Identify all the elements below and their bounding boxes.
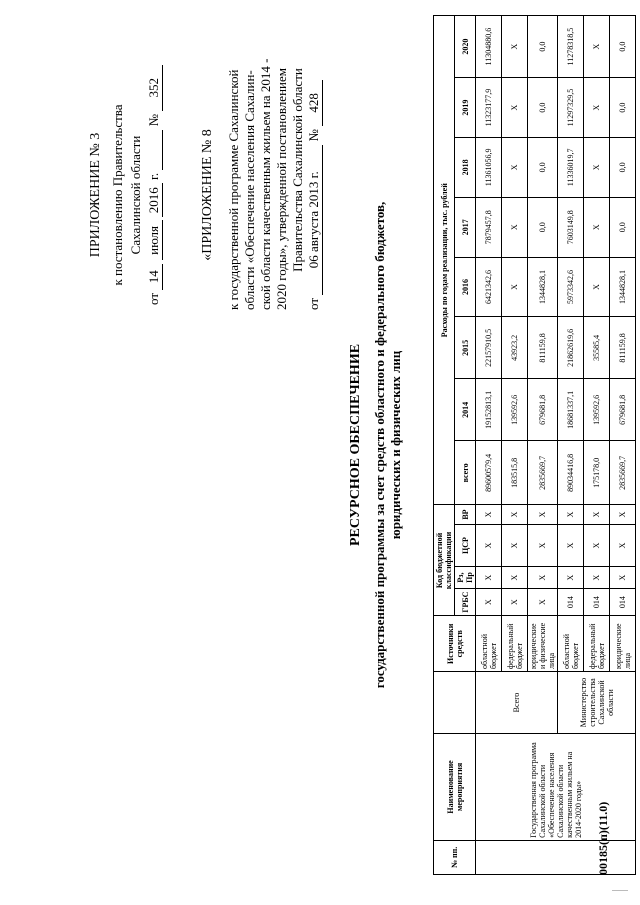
annex3-month: июля (146, 220, 163, 260)
annex8-line5: Правительства Сахалинской области (290, 68, 305, 272)
scan-edge-mark (612, 890, 628, 891)
value-cell: 7603149,8 (558, 197, 584, 257)
vr-cell: Х (502, 505, 528, 524)
annex3-date-line (146, 5, 163, 305)
executor-cell: Всего (476, 672, 558, 734)
header-year-2016: 2016 (455, 257, 476, 317)
value-cell: 811159,8 (528, 317, 558, 379)
value-cell: Х (502, 257, 528, 317)
value-cell: 2835669,7 (528, 441, 558, 505)
value-cell: Х (584, 16, 610, 78)
heading-subtitle-2: юридических и физических лиц (388, 350, 403, 540)
grbs-cell: 014 (584, 588, 610, 616)
header-grbs: ГРБС (455, 588, 476, 616)
value-cell: Х (502, 137, 528, 197)
source-cell: областной бюджет (558, 616, 584, 672)
value-cell: 11323177,9 (476, 78, 502, 138)
heading-subtitle: государственной программы за счет средств областного и федерального бюджетов, (372, 201, 387, 689)
value-cell: 0,0 (610, 78, 636, 138)
annex8-line2: области «Обеспечение населения Сахалин- (242, 70, 257, 310)
grbs-cell: Х (528, 588, 558, 616)
rz-cell: Х (528, 567, 558, 588)
value-cell: Х (584, 257, 610, 317)
csr-cell: Х (584, 524, 610, 567)
annex3-title: ПРИЛОЖЕНИЕ № 3 (88, 132, 103, 258)
vr-cell: Х (528, 505, 558, 524)
vr-cell: Х (558, 505, 584, 524)
executor-cell: Министерство строительства Сахалинской области (558, 672, 636, 734)
annex3-number: 352 (146, 65, 163, 111)
value-cell: 811159,8 (610, 317, 636, 379)
value-cell: 679681,8 (610, 379, 636, 441)
source-cell: юридические и физические лица (528, 616, 558, 672)
value-cell: 0,0 (610, 137, 636, 197)
grbs-cell: Х (502, 588, 528, 616)
number-label: № (146, 113, 161, 127)
value-cell: 679681,8 (528, 379, 558, 441)
value-cell: 0,0 (610, 16, 636, 78)
source-cell: федеральный бюджет (502, 616, 528, 672)
vr-cell: Х (584, 505, 610, 524)
from-label: от (146, 292, 161, 305)
from-label: от (306, 297, 321, 310)
annex8-line3: ской области качественным жильем на 2014 - (258, 58, 273, 310)
number-label: № (306, 129, 321, 142)
header-row-1 (434, 16, 455, 875)
row-num-cell (476, 840, 636, 874)
csr-cell: Х (502, 524, 528, 567)
value-cell: Х (584, 78, 610, 138)
value-cell: 22157910,5 (476, 317, 502, 379)
source-cell: областной бюджет (476, 616, 502, 672)
rz-cell: Х (558, 567, 584, 588)
annex8-block (200, 10, 323, 310)
vr-cell: Х (476, 505, 502, 524)
value-cell: 1344828,1 (610, 257, 636, 317)
header-vr: ВР (455, 505, 476, 524)
header-name: Наименование мероприятия (434, 734, 476, 841)
value-cell: 175178,0 (584, 441, 610, 505)
csr-cell: Х (528, 524, 558, 567)
header-expenses: Расходы по годам реализации, тыс. рублей (434, 16, 455, 505)
annex8-line4: 2020 годы», утвержденной постановлением (274, 68, 289, 310)
header-source: Источники средств (434, 616, 476, 672)
value-cell: 1344828,1 (528, 257, 558, 317)
value-cell: 183515,8 (502, 441, 528, 505)
value-cell: 139592,6 (502, 379, 528, 441)
rz-cell: Х (476, 567, 502, 588)
value-cell: 11304880,6 (476, 16, 502, 78)
value-cell: 0,0 (528, 137, 558, 197)
value-cell: 18681337,1 (558, 379, 584, 441)
source-cell: юридические лица (610, 616, 636, 672)
value-cell: 6421342,6 (476, 257, 502, 317)
header-executor (434, 672, 476, 734)
header-year-2018: 2018 (455, 137, 476, 197)
grbs-cell: 014 (558, 588, 584, 616)
value-cell: 11336019,7 (558, 137, 584, 197)
value-cell: 21862619,6 (558, 317, 584, 379)
rz-cell: Х (584, 567, 610, 588)
value-cell: 0,0 (528, 78, 558, 138)
header-year-2020: 2020 (455, 16, 476, 78)
value-cell: 0,0 (610, 197, 636, 257)
header-year-2015: 2015 (455, 317, 476, 379)
value-cell: 11297329,5 (558, 78, 584, 138)
rz-cell: Х (502, 567, 528, 588)
annex8-date: 06 августа 2013 г. (306, 145, 323, 295)
csr-cell: Х (476, 524, 502, 567)
value-cell: Х (584, 137, 610, 197)
header-year-2019: 2019 (455, 78, 476, 138)
csr-cell: Х (610, 524, 636, 567)
header-year-2017: 2017 (455, 197, 476, 257)
header-year-total: всего (455, 441, 476, 505)
annex3-day: 14 (146, 264, 163, 290)
value-cell: 5973342,6 (558, 257, 584, 317)
header-rz: Рз, Пр (455, 567, 476, 588)
header-num: № пп. (434, 840, 476, 874)
value-cell: 7879457,8 (476, 197, 502, 257)
value-cell: 11278318,5 (558, 16, 584, 78)
grbs-cell: 014 (610, 588, 636, 616)
year-suffix: г. (146, 172, 161, 180)
value-cell: Х (502, 197, 528, 257)
annex8-title: «ПРИЛОЖЕНИЕ № 8 (200, 129, 215, 261)
table-row (476, 16, 502, 875)
vr-cell: Х (610, 505, 636, 524)
header-csr: ЦСР (455, 524, 476, 567)
value-cell: 19152813,1 (476, 379, 502, 441)
header-budget-code: Код бюджетной классификации (434, 505, 455, 616)
csr-cell: Х (558, 524, 584, 567)
annex8-number: 428 (306, 80, 323, 126)
grbs-cell: Х (476, 588, 502, 616)
source-cell: федеральный бюджет (584, 616, 610, 672)
value-cell: 139592,6 (584, 379, 610, 441)
value-cell: 0,0 (528, 16, 558, 78)
annex3-line1: к постановлению Правительства (110, 104, 125, 286)
annex3-year: 2016 (146, 183, 163, 217)
document-code: 00185(п)(11.0) (596, 801, 610, 875)
value-cell: 0,0 (528, 197, 558, 257)
annex8-date-line (306, 10, 323, 310)
heading-title: РЕСУРСНОЕ ОБЕСПЕЧЕНИЕ (348, 343, 363, 547)
program-name-cell: Государственная программа Сахалинской области «Обеспечение населения Сахалинской области качественным жильем на 2014-2020 годы» (476, 734, 636, 841)
value-cell: Х (502, 78, 528, 138)
value-cell: Х (502, 16, 528, 78)
value-cell: 35585,4 (584, 317, 610, 379)
header-year-2014: 2014 (455, 379, 476, 441)
value-cell: Х (584, 197, 610, 257)
value-cell: 2835669,7 (610, 441, 636, 505)
rz-cell: Х (610, 567, 636, 588)
value-cell: 11361056,9 (476, 137, 502, 197)
annex8-line1: к государственной программе Сахалинской (226, 69, 241, 310)
annex3-line2: Сахалинской области (128, 135, 143, 255)
value-cell: 89600579,4 (476, 441, 502, 505)
value-cell: 43923,2 (502, 317, 528, 379)
value-cell: 89034416,8 (558, 441, 584, 505)
